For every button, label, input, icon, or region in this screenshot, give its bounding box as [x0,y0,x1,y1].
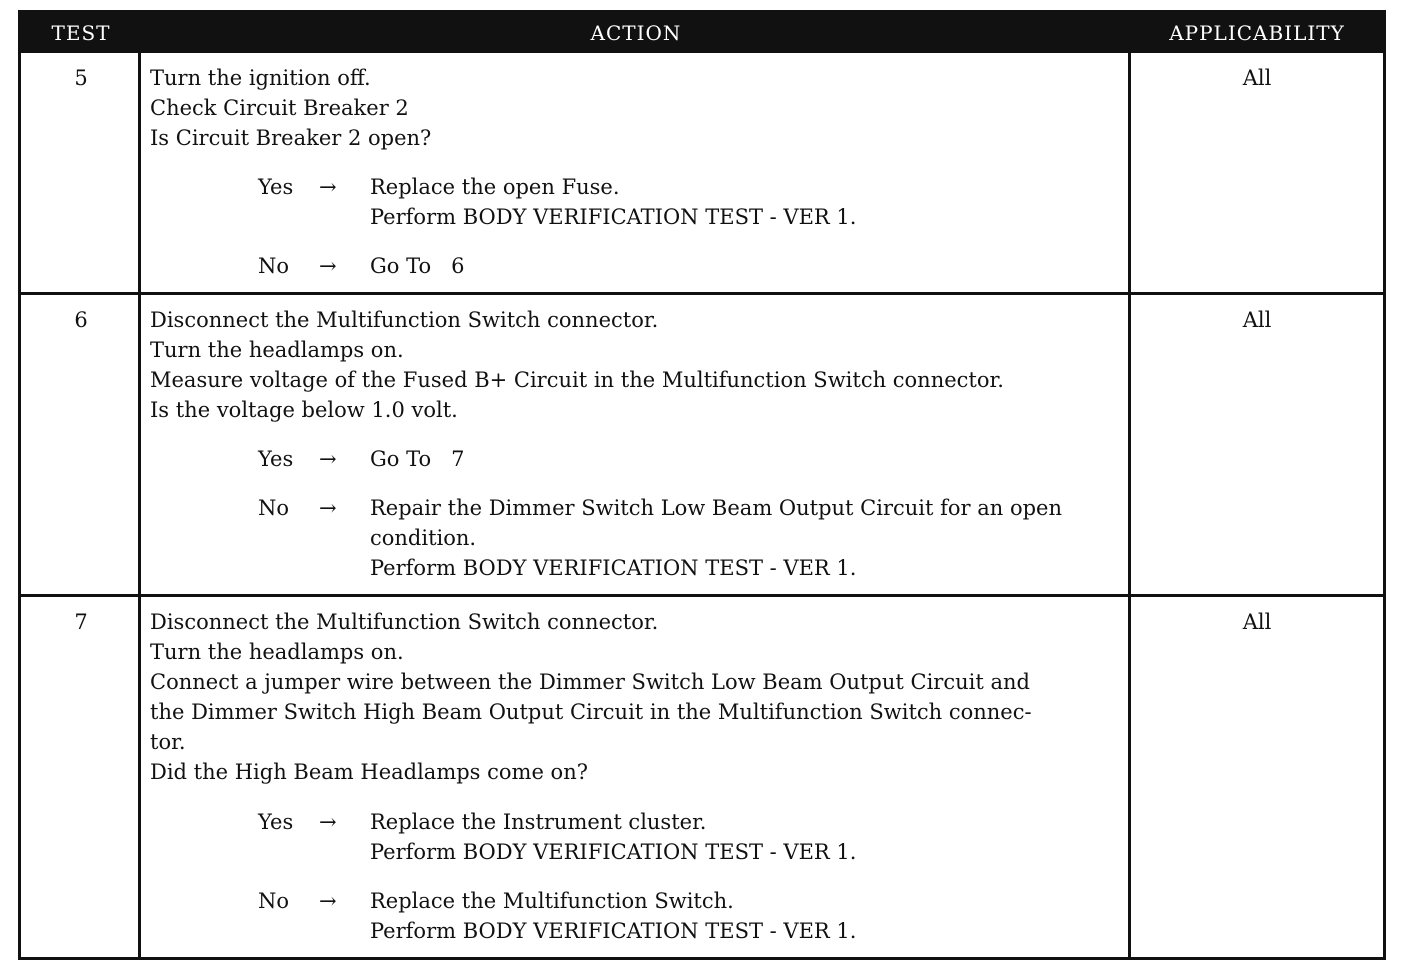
arrow-right-icon: → [319,175,337,199]
test-number: 7 [74,610,88,634]
arrow-right-icon: → [319,810,337,834]
instruction-line: Turn the headlamps on. [150,338,404,362]
instruction-line: Disconnect the Multifunction Switch connector. [150,610,659,634]
table-row-test-5 [21,53,1383,295]
arrow-right-icon: → [319,254,337,278]
table-header [21,13,1383,53]
result-line: Perform BODY VERIFICATION TEST - VER 1. [370,919,857,943]
table-row-test-7 [21,594,1383,957]
arrow-right-icon: → [319,889,337,913]
no-label: No [258,496,290,520]
header-applicability: APPLICABILITY [1169,21,1345,45]
instruction-line: Is the voltage below 1.0 volt. [150,398,458,422]
instruction-line: Turn the headlamps on. [150,640,404,664]
header-test: TEST [51,21,111,45]
result-line: Perform BODY VERIFICATION TEST - VER 1. [370,205,857,229]
instruction-line: Is Circuit Breaker 2 open? [150,126,432,150]
instruction-line: Measure voltage of the Fused B+ Circuit in the Multifunction Switch connector. [150,368,1004,392]
instructions [150,63,1130,153]
no-label: No [258,254,290,278]
arrow-right-icon: → [319,496,337,520]
yes-label: Yes [258,447,294,471]
applicability-value: All [1242,308,1272,332]
no-label: No [258,889,290,913]
arrow-right-icon: → [319,447,337,471]
applicability-value: All [1242,610,1272,634]
instructions [150,305,1130,425]
result-line: Perform BODY VERIFICATION TEST - VER 1. [370,556,857,580]
result-line: Repair the Dimmer Switch Low Beam Output Circuit for an open [370,496,1062,520]
result-line: Replace the Multifunction Switch. [370,889,734,913]
instruction-line: Check Circuit Breaker 2 [150,96,409,120]
yes-label: Yes [258,175,294,199]
instruction-line: Turn the ignition off. [150,66,371,90]
result-line: Perform BODY VERIFICATION TEST - VER 1. [370,840,857,864]
instruction-line: tor. [150,730,186,754]
diagnostic-test-table [18,10,1386,960]
instruction-line: Disconnect the Multifunction Switch connector. [150,308,659,332]
applicability-value: All [1242,66,1272,90]
result-line: Replace the Instrument cluster. [370,810,707,834]
result-line: Go To 7 [370,447,465,471]
test-number: 6 [74,308,88,332]
instruction-line: Did the High Beam Headlamps come on? [150,760,588,784]
result-line: condition. [370,526,477,550]
header-action: ACTION [590,21,682,45]
yes-label: Yes [258,810,294,834]
result-line: Replace the open Fuse. [370,175,620,199]
instruction-line: the Dimmer Switch High Beam Output Circuit in the Multifunction Switch connec- [150,700,1032,724]
result-line: Go To 6 [370,254,465,278]
instructions [150,607,1130,787]
table-row-test-6 [21,292,1383,596]
instruction-line: Connect a jumper wire between the Dimmer Switch Low Beam Output Circuit and [150,670,1030,694]
test-number: 5 [74,66,88,90]
